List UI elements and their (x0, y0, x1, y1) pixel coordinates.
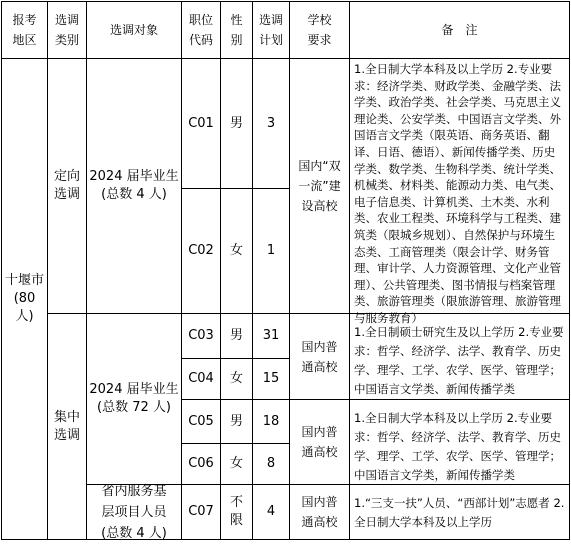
code-cell: C04 (181, 358, 221, 400)
gender-cell: 女 (220, 358, 253, 400)
target-graduates-directed: 2024 届毕业生 (总数 4 人) (86, 58, 182, 314)
header-target: 选调对象 (86, 1, 182, 59)
plan-cell: 1 (252, 188, 290, 314)
notes-cell: 1.“三支一扶”人员、“西部计划”志愿者 2.全日制大学本科及以上学历 (349, 484, 570, 540)
area-cell: 十堰市 (80 人) (1, 58, 48, 540)
plan-cell: 3 (252, 58, 290, 189)
header-type: 选调 类别 (47, 1, 87, 59)
plan-cell: 15 (252, 358, 290, 400)
code-cell: C05 (181, 399, 221, 444)
gender-cell: 男 (220, 58, 253, 189)
school-requirement: 国内普 通高校 (289, 313, 350, 400)
notes-cell: 1.全日制大学本科及以上学历 2.专业要求：哲学、经济学、法学、教育学、历史学、理学、工学、农学、医学、管理学；中国语言文学类，新闻传播学类 (349, 399, 570, 485)
gender-cell: 女 (220, 443, 253, 485)
header-plan: 选调 计划 (252, 1, 290, 59)
type-directed: 定向 选调 (47, 58, 87, 314)
school-requirement: 国内普 通高校 (289, 484, 350, 540)
notes-cell: 1.全日制硕士研究生及以上学历 2.专业要求：哲学、经济学、法学、教育学、历史学、理学、工学、农学、医学、管理学；中国语言文学类、新闻传播学类 (349, 313, 570, 400)
gender-cell: 男 (220, 399, 253, 444)
header-area: 报考 地区 (1, 1, 48, 59)
code-cell: C06 (181, 443, 221, 485)
type-centralized: 集中 选调 (47, 313, 87, 540)
plan-cell: 4 (252, 484, 290, 540)
plan-cell: 31 (252, 313, 290, 359)
header-notes: 备 注 (349, 1, 570, 59)
plan-cell: 18 (252, 399, 290, 444)
code-cell: C02 (181, 188, 221, 314)
school-requirement: 国内“双 一流”建 设高校 (289, 58, 350, 314)
header-gender: 性 别 (220, 1, 253, 59)
code-cell: C01 (181, 58, 221, 189)
gender-cell: 不 限 (220, 484, 253, 540)
code-cell: C07 (181, 484, 221, 540)
header-code: 职位 代码 (181, 1, 221, 59)
target-graduates-centralized: 2024 届毕业生 (总数 72 人) (86, 313, 182, 485)
target-grassroots-personnel: 省内服务基 层项目人员 (总数 4 人) (86, 484, 182, 540)
plan-cell: 8 (252, 443, 290, 485)
notes-cell: 1.全日制大学本科及以上学历 2.专业要求：经济学类、财政学类、金融学类、法学类、政治学类、社会学类、马克思主义理论类、公安学类、中国语言文学类、外国语言文学类（限英语、商务英语、翻译、日语、德语）、新闻传播学类、历史学类、数学类、生物科学类、统计学类、机械类、材料类、能源动力类、电气类、电子信息类、计算机类、土木类、水利类、农业工程类、环境科学与工程类、建筑类（限城乡规划）、自然保护与环境生态类、工商管理类（限会计学、财务管理、审计学、人力资源管理、文化产业管理）、公共管理类、图书情报与档案管理类、旅游管理类（限旅游管理、旅游管理与服务教育） (349, 58, 570, 314)
gender-cell: 女 (220, 188, 253, 314)
school-requirement: 国内普 通高校 (289, 399, 350, 485)
code-cell: C03 (181, 313, 221, 359)
header-school: 学校 要求 (289, 1, 350, 59)
gender-cell: 男 (220, 313, 253, 359)
